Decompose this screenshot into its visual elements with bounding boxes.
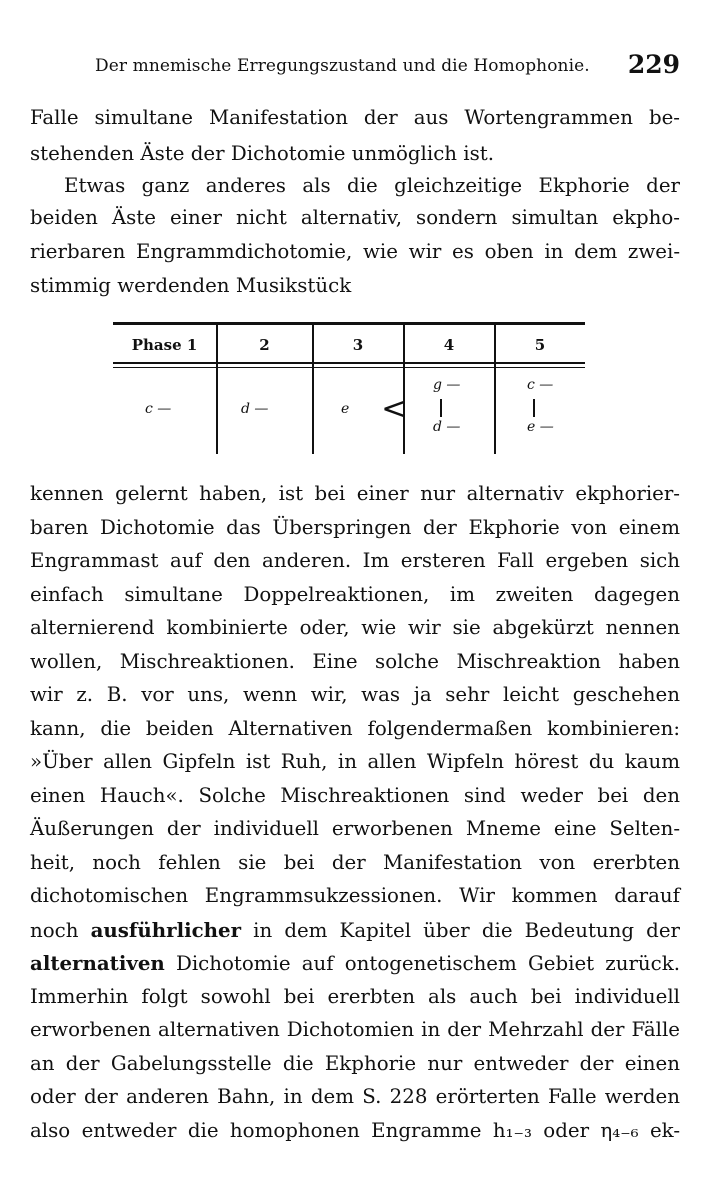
line-text: dichotomischen Engrammsukzessionen. Wir kommen darauf — [30, 884, 680, 907]
line-text: Etwas ganz anderes als die gleichzeitige Ekphorie der — [64, 174, 680, 197]
text-line — [30, 1012, 680, 1048]
line-text: beiden Äste einer nicht alternativ, sondern simultan ekpho- — [30, 206, 680, 229]
note-c-phase-5: c — — [527, 377, 554, 393]
running-head-title: Der mnemische Erregungszustand und die Homophonie. — [95, 56, 590, 76]
line-text: heit, noch fehlen sie bei der Manifestation von ererbten — [30, 850, 680, 874]
text-line — [30, 577, 680, 613]
text-line — [30, 100, 680, 136]
note-g-phase-4: g — — [433, 377, 461, 393]
line-text: also entweder die homophonen Engramme h₁₋₃ oder η₄₋₆ ek- — [30, 1118, 680, 1142]
line-text: Immerhin folgt sowohl bei ererbten als auch bei individuell — [30, 984, 680, 1008]
line-text: Falle simultane Manifestation der aus Wortengrammen be- — [30, 106, 680, 129]
text-line — [30, 200, 680, 236]
text-line — [30, 234, 680, 270]
line-text: Dichotomie auf ontogenetischem Gebiet zurück. — [164, 952, 680, 975]
line-text: baren Dichotomie das Überspringen der Ekphorie von einem — [30, 515, 680, 539]
emphasized-word: alternativen — [30, 951, 165, 975]
note-e-phase-5: e — — [527, 419, 554, 435]
text-line — [30, 610, 680, 646]
line-text: einen Hauch«. Solche Mischreaktionen sind weder bei den — [30, 783, 680, 807]
line-text: wir z. B. vor uns, wenn wir, was ja sehr leicht geschehen — [30, 683, 680, 706]
line-text: Äußerungen der individuell erworbenen Mneme eine Selten- — [30, 817, 680, 840]
emphasized-word: ausführlicher — [90, 917, 242, 942]
note-d-phase-4: d — — [433, 419, 461, 435]
column-header-phase-1: Phase 1 — [131, 336, 198, 354]
text-line — [30, 979, 680, 1015]
line-text: kennen gelernt haben, ist bei einer nur alternativ ekphorier- — [30, 482, 680, 505]
line-text: erworbenen alternativen Dichotomien in der Mehrzahl der Fälle — [30, 1018, 680, 1041]
text-line — [30, 1113, 680, 1149]
note-c-phase-1: c — — [145, 401, 172, 417]
text-line — [30, 845, 680, 881]
column-header-phase-2: 2 — [259, 336, 270, 354]
table-top-rule — [113, 322, 585, 325]
page-number: 229 — [627, 50, 680, 79]
voice-stem-phase-5 — [533, 399, 535, 417]
line-text: noch — [30, 918, 91, 942]
text-line — [30, 878, 680, 914]
text-line — [30, 912, 680, 948]
divergence-bracket: < — [381, 389, 408, 427]
text-line — [30, 744, 680, 780]
line-text: »Über allen Gipfeln ist Ruh, in allen Wipfeln hörest du kaum — [30, 750, 680, 773]
text-line — [30, 711, 680, 747]
line-text: Engrammast auf den anderen. Im ersteren Fall ergeben sich — [30, 549, 680, 572]
line-text: oder der anderen Bahn, in dem S. 228 erörterten Falle werden — [30, 1085, 680, 1108]
line-text: rierbaren Engrammdichotomie, wie wir es oben in dem zwei- — [30, 240, 680, 263]
text-line — [30, 677, 680, 713]
line-text: wollen, Mischreaktionen. Eine solche Mischreaktion haben — [30, 649, 680, 673]
running-head — [95, 50, 680, 84]
table-header-rule — [113, 362, 585, 364]
column-header-phase-4: 4 — [443, 336, 455, 354]
text-line — [30, 1046, 680, 1082]
note-e-phase-3: e — [341, 401, 350, 417]
line-text: an der Gabelungsstelle die Ekphorie nur entweder der einen — [30, 1051, 680, 1075]
text-line — [30, 644, 680, 680]
line-text: stehenden Äste der Dichotomie unmöglich ist. — [30, 142, 495, 165]
text-line — [30, 268, 680, 304]
text-line — [30, 543, 680, 579]
text-line — [30, 136, 680, 172]
line-text: kann, die beiden Alternativen folgendermaßen kombinieren: — [30, 716, 680, 740]
text-line — [30, 1079, 680, 1115]
voice-stem-phase-4 — [440, 399, 442, 417]
table-header-rule-thin — [113, 367, 585, 368]
line-text: stimmig werdenden Musikstück — [30, 274, 352, 297]
line-text: in dem Kapitel über die Bedeutung der — [241, 918, 680, 942]
text-line — [30, 811, 680, 847]
line-text: einfach simultane Doppelreaktionen, im zweiten dagegen — [30, 582, 680, 606]
text-line — [64, 168, 680, 204]
text-line — [30, 945, 680, 981]
line-text: alternierend kombinierte oder, wie wir sie abgekürzt nennen — [30, 616, 680, 639]
note-d-phase-2: d — — [241, 401, 269, 417]
text-line — [30, 510, 680, 546]
column-header-phase-3: 3 — [352, 336, 364, 354]
text-line — [30, 778, 680, 814]
text-line — [30, 476, 680, 512]
column-header-phase-5: 5 — [534, 336, 546, 354]
music-phase-table — [113, 322, 585, 454]
